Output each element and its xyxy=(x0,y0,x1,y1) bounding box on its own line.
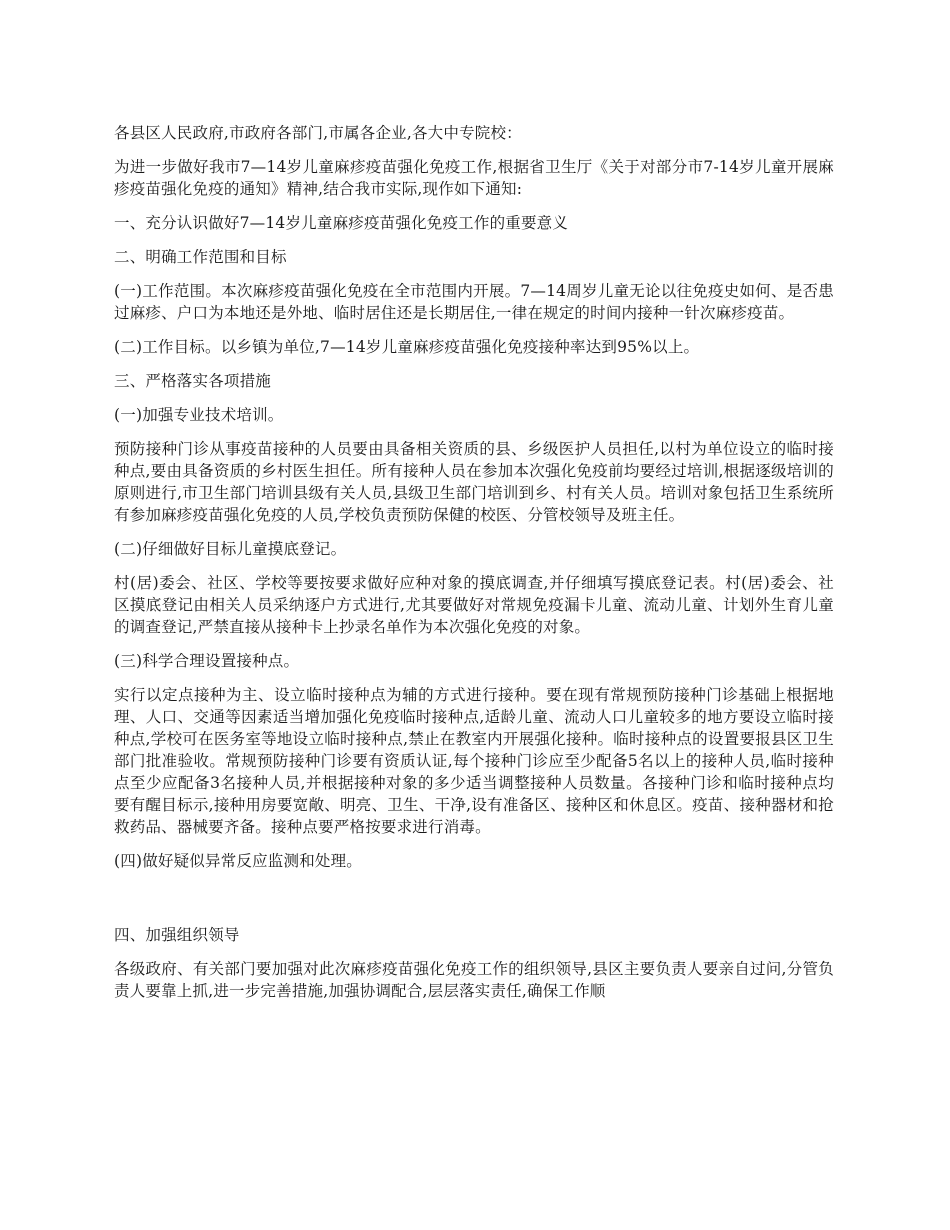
section-heading-1: 一、充分认识做好7—14岁儿童麻疹疫苗强化免疫工作的重要意义 xyxy=(114,214,569,232)
subheading-registration: (二)仔细做好目标儿童摸底登记。 xyxy=(114,540,347,558)
leadership-paragraph: 各级政府、有关部门要加强对此次麻疹疫苗强化免疫工作的组织领导,县区主要负责人要亲自过问,分管负责人要靠上抓,进一步完善措施,加强协调配合,层层落实责任,确保工作顺 xyxy=(114,960,834,1000)
document-body xyxy=(114,122,834,1014)
registration-paragraph: 村(居)委会、社区、学校等要按要求做好应种对象的摸底调查,并仔细填写摸底登记表。村(居)委会、社区摸底登记由相关人员采纳逐户方式进行,尤其要做好对常规免疫漏卡儿童、流动儿童、计划外生育儿童的调查登记,严禁直接从接种卡上抄录名单作为本次强化免疫的对象。 xyxy=(114,574,834,636)
vaccination-sites-paragraph: 实行以定点接种为主、设立临时接种点为辅的方式进行接种。要在现有常规预防接种门诊基础上根据地理、人口、交通等因素适当增加强化免疫临时接种点,适龄儿童、流动人口儿童较多的地方要设立临时接种点,学校可在医务室等地设立临时接种点,禁止在教室内开展强化接种。临时接种点的设置要报县区卫生部门批准验收。常规预防接种门诊要有资质认证,每个接种门诊应至少配备5名以上的接种人员,临时接种点至少应配备3名接种人员,并根据接种对象的多少适当调整接种人员数量。各接种门诊和临时接种点均要有醒目标示,接种用房要宽敞、明亮、卫生、干净,设有准备区、接种区和休息区。疫苗、接种器材和抢救药品、器械要齐备。接种点要严格按要求进行消毒。 xyxy=(114,686,834,836)
subheading-vaccination-sites: (三)科学合理设置接种点。 xyxy=(114,652,300,670)
intro-paragraph: 为进一步做好我市7—14岁儿童麻疹疫苗强化免疫工作,根据省卫生厅《关于对部分市7-14岁儿童开展麻疹疫苗强化免疫的通知》精神,结合我市实际,现作如下通知: xyxy=(114,158,834,198)
training-paragraph: 预防接种门诊从事疫苗接种的人员要由具备相关资质的县、乡级医护人员担任,以村为单位设立的临时接种点,要由具备资质的乡村医生担任。所有接种人员在参加本次强化免疫前均要经过培训,根据逐级培训的原则进行,市卫生部门培训县级有关人员,县级卫生部门培训到乡、村有关人员。培训对象包括卫生系统所有参加麻疹疫苗强化免疫的人员,学校负责预防保健的校医、分管校领导及班主任。 xyxy=(114,440,834,524)
section-heading-2: 二、明确工作范围和目标 xyxy=(114,248,287,266)
section-spacer xyxy=(114,884,834,924)
work-goal-paragraph: (二)工作目标。以乡镇为单位,7—14岁儿童麻疹疫苗强化免疫接种率达到95%以上。 xyxy=(114,338,700,356)
section-heading-4: 四、加强组织领导 xyxy=(114,926,240,944)
section-heading-3: 三、严格落实各项措施 xyxy=(114,372,272,390)
subheading-adverse-reaction: (四)做好疑似异常反应监测和处理。 xyxy=(114,852,362,870)
subheading-training: (一)加强专业技术培训。 xyxy=(114,406,284,424)
work-scope-paragraph: (一)工作范围。本次麻疹疫苗强化免疫在全市范围内开展。7—14周岁儿童无论以往免疫史如何、是否患过麻疹、户口为本地还是外地、临时居住还是长期居住,一律在规定的时间内接种一针次麻疹疫苗。 xyxy=(114,282,834,322)
salutation: 各县区人民政府,市政府各部门,市属各企业,各大中专院校： xyxy=(114,124,522,142)
